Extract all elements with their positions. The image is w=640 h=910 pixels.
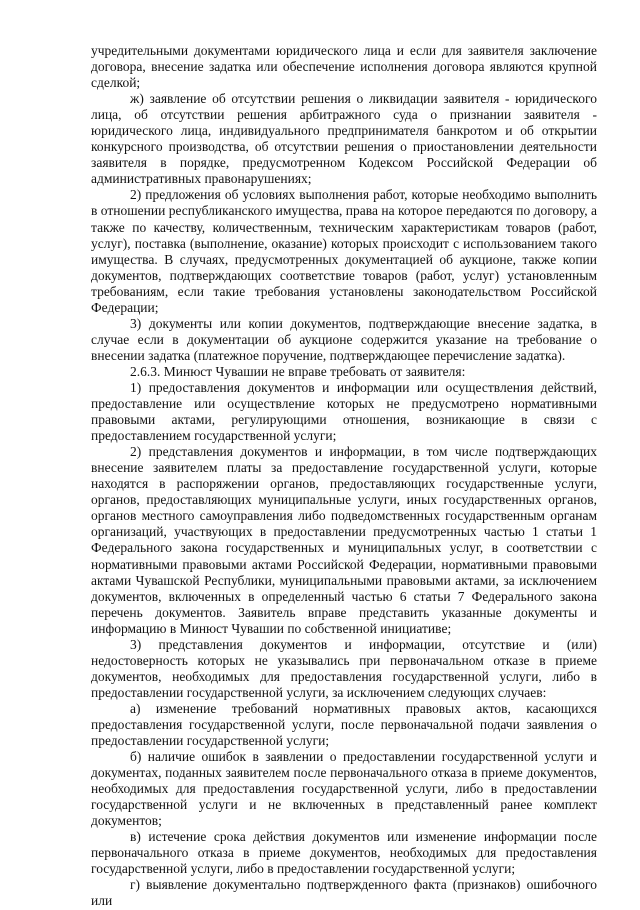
paragraph-item-zh: ж) заявление об отсутствии решения о ликвидации заявителя - юридического лица, об отсутствии решения арбитражного суда о признании заявителя - юридического лица, индивидуального предпринимателя банкротом и об открытии конкурсного производства, об отсутствии решения о приостановлении деятельности заявителя в порядке, предусмотренном Кодексом Российской Федерации об административных правонарушениях; [91, 91, 597, 187]
paragraph-item-1-documents: 1) предоставления документов и информации или осуществления действий, предоставление или осуществление которых не предусмотрено нормативными правовыми актами, регулирующими отношения, возникающие в связи с предоставлением государственной услуги; [91, 379, 597, 444]
paragraph-section-2-6-3: 2.6.3. Минюст Чувашии не вправе требовать от заявителя: [130, 363, 466, 379]
paragraph-item-3-refusal: 3) представления документов и информации, отсутствие и (или) недостоверность которых не указывались при первоначальном отказе в приеме документов, необходимых для предоставления государственной услуги, либо в предоставлении государственной услуги, за исключением следующих случаев: [91, 636, 597, 700]
document-page [91, 43, 597, 910]
paragraph-subitem-a: а) изменение требований нормативных правовых актов, касающихся предоставления государственной услуги, после первоначальной подачи заявления о предоставлении государственной услуги; [91, 700, 597, 749]
paragraph-subitem-v: в) истечение срока действия документов или изменение информации после первоначального отказа в приеме документов, необходимых для предоставления государственной услуги, либо в предоставлении государственной услуги; [91, 829, 597, 877]
paragraph-item-3-deposit: 3) документы или копии документов, подтверждающие внесение задатка, в случае если в документации об аукционе содержится указание на требование о внесении задатка (платежное поручение, подтверждающее перечисление задатка). [91, 315, 597, 363]
paragraph-subitem-b: б) наличие ошибок в заявлении о предоставлении государственной услуги и документах, поданных заявителем после первоначального отказа в приеме документов, необходимых для предоставления государственной услуги, либо в предоставлении государственной услуги и не включенных в представленный ранее комплект документов; [91, 749, 597, 829]
paragraph-item-2-proposals: 2) предложения об условиях выполнения работ, которые необходимо выполнить в отношении республиканского имущества, права на которое передаются по договору, а также по качеству, количественным, техническим характеристикам товаров (работ, услуг), поставка (выполнение, оказание) которых происходит с использованием такого имущества. В случаях, предусмотренных документацией об аукционе, также копии документов, подтверждающих соответствие товаров (работ, услуг) установленным требованиям, если такие требования установлены законодательством Российской Федерации; [91, 187, 597, 315]
paragraph-subitem-g: г) выявление документально подтвержденного факта (признаков) ошибочного или [91, 877, 597, 909]
paragraph-continuation: учредительными документами юридического лица и если для заявителя заключение договора, внесение задатка или обеспечение исполнения договора являются крупной сделкой; [91, 43, 597, 91]
paragraph-item-2-information: 2) представления документов и информации, в том числе подтверждающих внесение заявителем платы за предоставление государственной услуги, которые находятся в распоряжении органов, предоставляющих государственные услуги, органов, предоставляющих муниципальные услуги, иных государственных органов, органов местного самоуправления либо подведомственных государственным органам организаций, участвующих в предоставлении предусмотренных частью 1 статьи 1 Федерального закона государственных и муниципальных услуг, в соответствии с нормативными правовыми актами Российской Федерации, нормативными правовыми актами Чувашской Республики, муниципальными правовыми актами, за исключением документов, включенных в определенный частью 6 статьи 7 Федерального закона перечень документов. Заявитель вправе представить указанные документы и информацию в Минюст Чувашии по собственной инициативе; [91, 444, 597, 636]
